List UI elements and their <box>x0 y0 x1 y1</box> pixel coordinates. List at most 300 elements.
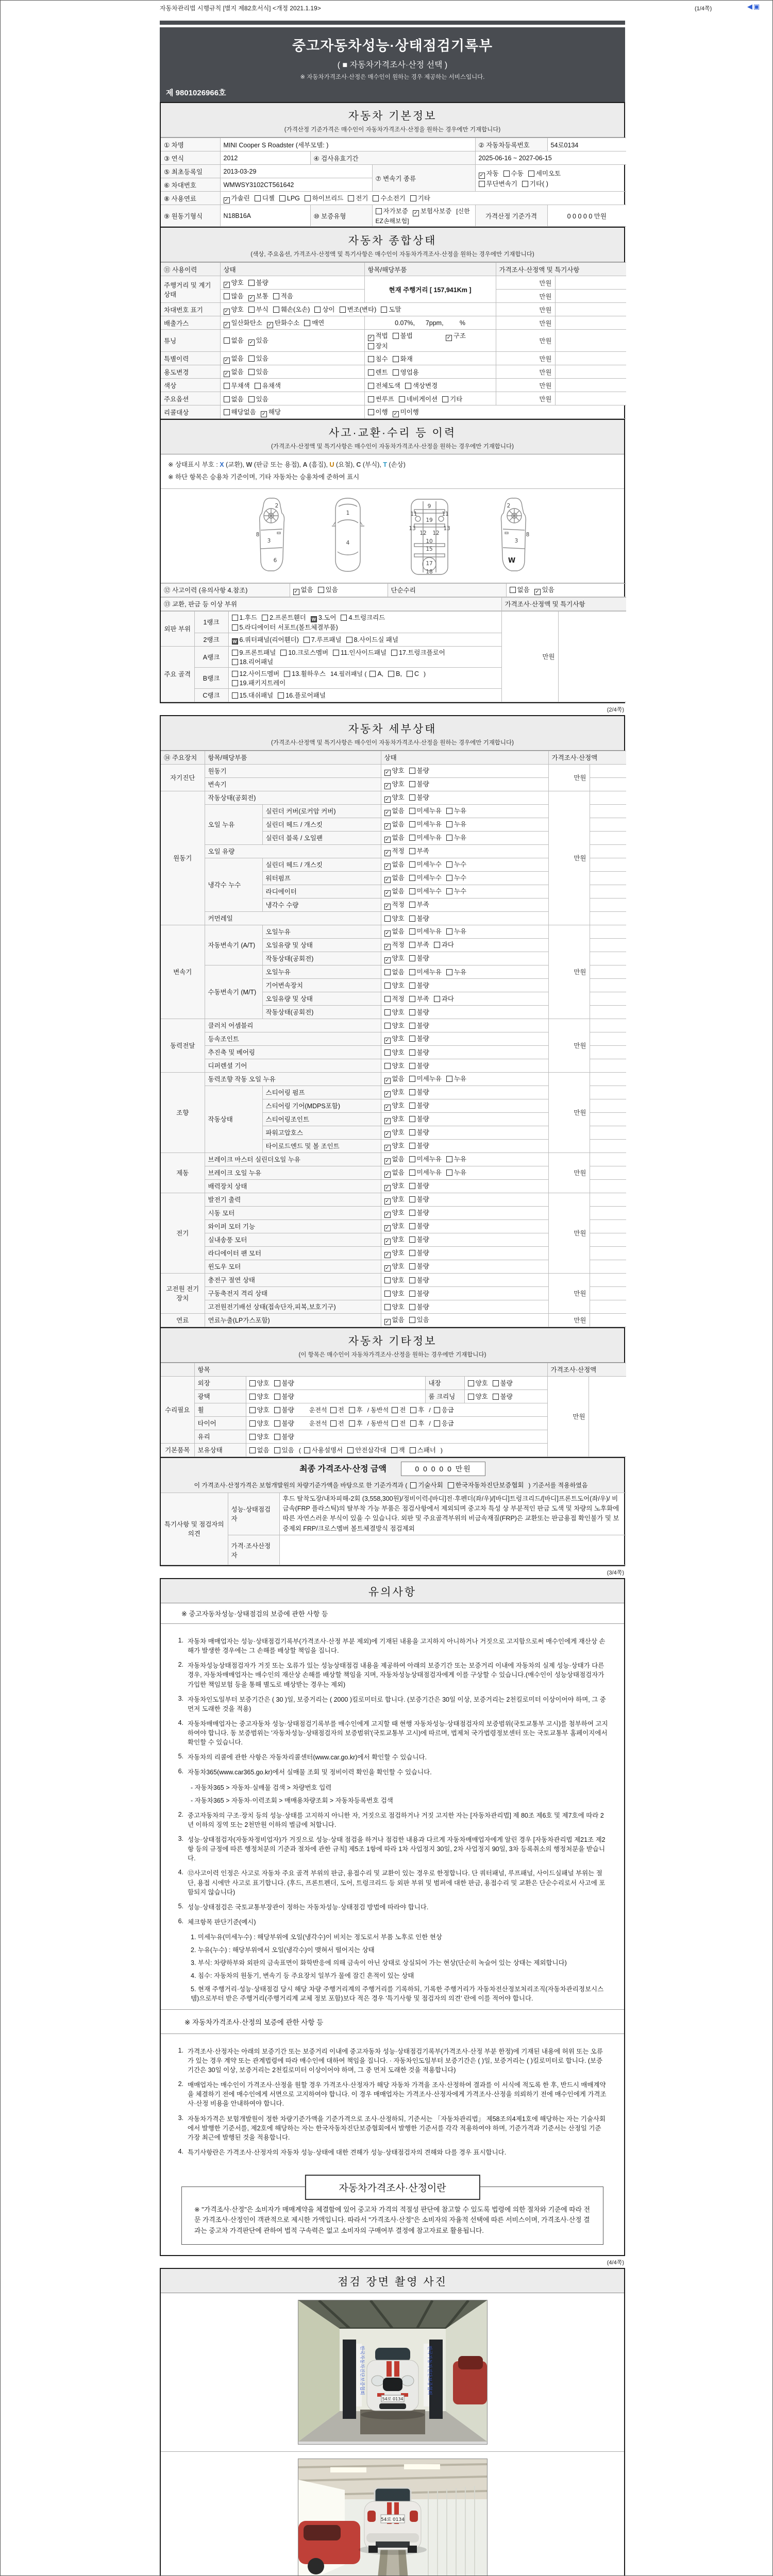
checkbox-option[interactable] <box>493 1392 513 1401</box>
checkbox-option[interactable] <box>409 1275 429 1284</box>
checkbox-option[interactable] <box>368 354 388 363</box>
options-cell[interactable] <box>246 1443 547 1456</box>
checkbox-option[interactable] <box>224 193 250 204</box>
empty-checkbox-icon[interactable] <box>409 1023 415 1029</box>
checkbox-option[interactable] <box>446 1167 466 1177</box>
checked-checkbox-icon[interactable]: ✓ <box>248 340 255 346</box>
empty-checkbox-icon[interactable] <box>468 1394 474 1400</box>
checkbox-option[interactable] <box>255 381 281 390</box>
checkbox-option[interactable] <box>369 670 383 677</box>
checkbox-option[interactable] <box>409 926 442 936</box>
checkbox-option[interactable] <box>224 335 244 345</box>
checkbox-option[interactable] <box>409 886 442 895</box>
options-cell[interactable] <box>228 611 501 633</box>
checkbox-option[interactable] <box>249 1432 270 1441</box>
empty-checkbox-icon[interactable] <box>304 320 310 326</box>
checkbox-option[interactable] <box>224 278 244 288</box>
empty-checkbox-icon[interactable] <box>409 768 415 774</box>
checked-checkbox-icon[interactable]: ✓ <box>384 890 391 896</box>
checkbox-option[interactable] <box>442 394 462 403</box>
empty-checkbox-icon[interactable] <box>409 1156 415 1162</box>
empty-checkbox-icon[interactable] <box>409 835 415 841</box>
options-cell[interactable] <box>506 583 626 597</box>
options-cell[interactable] <box>381 1059 548 1072</box>
checkbox-option[interactable] <box>446 819 466 828</box>
empty-checkbox-icon[interactable] <box>248 280 255 286</box>
options-cell[interactable] <box>381 1246 548 1260</box>
empty-checkbox-icon[interactable] <box>409 902 415 908</box>
empty-checkbox-icon[interactable] <box>392 1407 398 1413</box>
empty-checkbox-icon[interactable] <box>409 1049 415 1056</box>
empty-checkbox-icon[interactable] <box>410 1420 416 1427</box>
checkbox-option[interactable] <box>368 367 388 377</box>
checkbox-option[interactable] <box>232 669 280 678</box>
empty-checkbox-icon[interactable] <box>304 637 310 643</box>
empty-checkbox-icon[interactable] <box>348 195 354 201</box>
options-cell[interactable] <box>220 352 364 365</box>
empty-checkbox-icon[interactable] <box>409 794 415 801</box>
empty-checkbox-icon[interactable] <box>391 650 397 656</box>
checkbox-option[interactable] <box>384 873 405 883</box>
empty-checkbox-icon[interactable] <box>248 355 255 362</box>
checkbox-option[interactable] <box>410 193 430 202</box>
checkbox-option[interactable] <box>393 354 413 363</box>
empty-checkbox-icon[interactable] <box>468 1380 474 1386</box>
empty-checkbox-icon[interactable] <box>232 692 238 699</box>
checkbox-option[interactable] <box>409 1248 429 1257</box>
empty-checkbox-icon[interactable] <box>249 1380 256 1386</box>
checkbox-option[interactable] <box>409 1167 442 1177</box>
options-cell[interactable] <box>220 303 496 316</box>
options-cell[interactable] <box>290 583 388 597</box>
checkbox-option[interactable] <box>349 1405 363 1414</box>
checkbox-option[interactable] <box>248 278 268 287</box>
empty-checkbox-icon[interactable] <box>446 861 452 868</box>
empty-checkbox-icon[interactable] <box>384 916 391 922</box>
empty-checkbox-icon[interactable] <box>409 808 415 814</box>
empty-checkbox-icon[interactable] <box>384 1304 391 1310</box>
checkbox-option[interactable] <box>262 613 306 622</box>
empty-checkbox-icon[interactable] <box>384 996 391 1002</box>
options-cell[interactable] <box>364 379 496 392</box>
checkbox-option[interactable] <box>368 381 400 390</box>
checkbox-option[interactable] <box>409 1208 429 1217</box>
empty-checkbox-icon[interactable] <box>409 982 415 989</box>
checkbox-option[interactable] <box>534 585 554 595</box>
checkbox-option[interactable] <box>384 1154 405 1164</box>
checked-checkbox-icon[interactable]: ✓ <box>384 770 391 776</box>
empty-checkbox-icon[interactable] <box>409 1143 415 1149</box>
checkbox-option[interactable] <box>409 1021 429 1030</box>
empty-checkbox-icon[interactable] <box>284 671 290 677</box>
empty-checkbox-icon[interactable] <box>349 1407 355 1413</box>
checkbox-option[interactable] <box>446 967 466 976</box>
options-cell[interactable] <box>228 667 501 688</box>
empty-checkbox-icon[interactable] <box>392 1420 398 1427</box>
empty-checkbox-icon[interactable] <box>410 195 416 201</box>
checkbox-option[interactable] <box>280 648 328 657</box>
options-cell[interactable] <box>381 952 548 965</box>
checkbox-option[interactable] <box>248 394 268 403</box>
checked-checkbox-icon[interactable]: ✓ <box>384 863 391 870</box>
options-cell[interactable] <box>228 688 501 702</box>
checked-checkbox-icon[interactable]: ✓ <box>384 1105 391 1111</box>
options-cell[interactable] <box>381 1166 548 1179</box>
empty-checkbox-icon[interactable] <box>232 615 238 621</box>
options-cell[interactable] <box>381 1072 548 1086</box>
checkbox-option[interactable] <box>409 1087 429 1096</box>
empty-checkbox-icon[interactable] <box>224 409 230 415</box>
checkbox-option[interactable] <box>248 291 268 301</box>
checked-checkbox-icon[interactable]: ✓ <box>293 589 299 595</box>
options-cell[interactable] <box>381 925 548 938</box>
options-cell[interactable] <box>381 1233 548 1246</box>
checkbox-option[interactable] <box>409 1234 429 1244</box>
checkbox-option[interactable] <box>434 1405 454 1414</box>
checked-checkbox-icon[interactable]: ✓ <box>446 335 452 341</box>
empty-checkbox-icon[interactable] <box>409 1196 415 1202</box>
checkbox-option[interactable] <box>409 833 442 842</box>
options-cell[interactable] <box>220 365 364 379</box>
empty-checkbox-icon[interactable] <box>305 195 311 201</box>
checkbox-option[interactable] <box>273 304 310 314</box>
empty-checkbox-icon[interactable] <box>409 1089 415 1095</box>
checkbox-option[interactable] <box>448 1480 524 1489</box>
checkbox-option[interactable] <box>249 1445 270 1454</box>
checkbox-option[interactable] <box>410 1405 424 1414</box>
checked-checkbox-icon[interactable]: ✓ <box>368 335 374 341</box>
empty-checkbox-icon[interactable] <box>249 1420 256 1427</box>
checkbox-option[interactable] <box>248 304 268 314</box>
options-cell[interactable] <box>246 1403 547 1416</box>
empty-checkbox-icon[interactable] <box>409 1103 415 1109</box>
empty-checkbox-icon[interactable] <box>409 888 415 894</box>
empty-checkbox-icon[interactable] <box>409 1250 415 1256</box>
empty-checkbox-icon[interactable] <box>384 1063 391 1069</box>
checkbox-option[interactable] <box>409 1302 429 1311</box>
checkbox-option[interactable] <box>384 1167 405 1178</box>
options-cell[interactable] <box>381 1112 548 1126</box>
checkbox-option[interactable] <box>318 585 338 594</box>
empty-checkbox-icon[interactable] <box>388 671 394 677</box>
checkbox-option[interactable] <box>384 846 405 856</box>
checkbox-option[interactable] <box>348 193 368 202</box>
checkbox-option[interactable] <box>393 331 413 340</box>
empty-checkbox-icon[interactable] <box>232 680 238 686</box>
checked-checkbox-icon[interactable]: ✓ <box>384 1118 391 1124</box>
empty-checkbox-icon[interactable] <box>405 383 411 389</box>
checkbox-option[interactable] <box>293 585 313 595</box>
checkbox-option[interactable] <box>409 1061 429 1070</box>
options-cell[interactable] <box>381 1260 548 1273</box>
empty-checkbox-icon[interactable] <box>409 928 415 935</box>
checkbox-option[interactable] <box>368 341 388 350</box>
checkbox-option[interactable] <box>384 980 405 990</box>
empty-checkbox-icon[interactable] <box>442 396 448 402</box>
checkbox-option[interactable] <box>384 1221 405 1231</box>
checkbox-option[interactable] <box>407 670 419 677</box>
empty-checkbox-icon[interactable] <box>409 1183 415 1189</box>
empty-checkbox-icon[interactable] <box>409 781 415 787</box>
checkbox-option[interactable] <box>340 304 377 314</box>
empty-checkbox-icon[interactable] <box>249 1407 256 1413</box>
checked-checkbox-icon[interactable]: ✓ <box>384 1265 391 1272</box>
checkbox-option[interactable] <box>376 206 408 215</box>
empty-checkbox-icon[interactable] <box>409 996 415 1002</box>
empty-checkbox-icon[interactable] <box>224 396 230 402</box>
empty-checkbox-icon[interactable] <box>434 1407 440 1413</box>
checkbox-option[interactable] <box>384 1033 405 1044</box>
empty-checkbox-icon[interactable] <box>368 369 374 376</box>
options-cell[interactable] <box>220 330 364 352</box>
checkbox-option[interactable] <box>248 367 268 376</box>
empty-checkbox-icon[interactable] <box>493 1380 499 1386</box>
empty-checkbox-icon[interactable] <box>248 307 255 313</box>
options-cell[interactable] <box>381 965 548 978</box>
empty-checkbox-icon[interactable] <box>409 1210 415 1216</box>
empty-checkbox-icon[interactable] <box>373 195 379 201</box>
checkbox-option[interactable] <box>384 940 405 950</box>
checkbox-option[interactable] <box>384 1261 405 1272</box>
empty-checkbox-icon[interactable] <box>278 692 284 699</box>
checkbox-option[interactable] <box>384 1087 405 1097</box>
checkbox-option[interactable] <box>479 168 499 179</box>
checkbox-option[interactable] <box>393 367 419 377</box>
empty-checkbox-icon[interactable] <box>409 1263 415 1269</box>
checkbox-option[interactable] <box>384 859 405 870</box>
checkbox-option[interactable] <box>409 1047 429 1057</box>
options-cell[interactable] <box>381 1126 548 1139</box>
checked-checkbox-icon[interactable]: ✓ <box>384 1078 391 1084</box>
checkbox-option[interactable] <box>409 900 429 909</box>
checkbox-option[interactable] <box>409 806 442 815</box>
checkbox-option[interactable] <box>384 766 405 776</box>
checked-checkbox-icon[interactable]: ✓ <box>248 295 255 301</box>
empty-checkbox-icon[interactable] <box>410 1447 416 1453</box>
checkbox-option[interactable] <box>384 1021 405 1030</box>
options-cell[interactable] <box>381 911 548 925</box>
checkbox-option[interactable] <box>384 1248 405 1258</box>
checkbox-option[interactable] <box>409 1289 429 1298</box>
empty-checkbox-icon[interactable] <box>255 383 261 389</box>
checked-checkbox-icon[interactable]: ✓ <box>224 282 230 288</box>
checkbox-option[interactable] <box>409 1074 442 1083</box>
checkbox-option[interactable] <box>224 367 244 377</box>
empty-checkbox-icon[interactable] <box>340 307 346 313</box>
options-cell[interactable] <box>228 633 501 646</box>
options-cell[interactable] <box>364 405 626 419</box>
checkbox-option[interactable] <box>311 613 337 622</box>
checkbox-option[interactable] <box>391 1445 405 1454</box>
checkbox-option[interactable] <box>446 1074 466 1083</box>
checkbox-option[interactable] <box>304 318 324 327</box>
checkbox-option[interactable] <box>393 407 419 417</box>
checkbox-option[interactable] <box>413 206 451 216</box>
checkbox-option[interactable] <box>232 690 274 700</box>
checkbox-option[interactable] <box>493 1378 513 1387</box>
empty-checkbox-icon[interactable] <box>434 996 440 1002</box>
checkbox-option[interactable] <box>224 394 244 403</box>
empty-checkbox-icon[interactable] <box>232 650 238 656</box>
options-cell[interactable] <box>381 992 548 1005</box>
empty-checkbox-icon[interactable] <box>393 333 399 339</box>
empty-checkbox-icon[interactable] <box>410 1407 416 1413</box>
options-cell[interactable] <box>220 405 364 419</box>
mark-checkbox-icon[interactable]: W <box>232 638 237 644</box>
checkbox-option[interactable] <box>381 304 401 314</box>
empty-checkbox-icon[interactable] <box>446 888 452 894</box>
checkbox-option[interactable] <box>409 779 429 788</box>
checkbox-option[interactable] <box>384 1181 405 1191</box>
checked-checkbox-icon[interactable]: ✓ <box>384 930 391 937</box>
checked-checkbox-icon[interactable]: ✓ <box>413 210 419 216</box>
checkbox-option[interactable] <box>232 657 274 666</box>
checkbox-option[interactable] <box>409 1033 429 1043</box>
empty-checkbox-icon[interactable] <box>232 671 238 677</box>
checkbox-option[interactable] <box>384 926 405 937</box>
options-cell[interactable] <box>220 290 364 303</box>
options-cell[interactable] <box>381 844 548 858</box>
checkbox-option[interactable] <box>273 291 293 300</box>
options-cell[interactable] <box>220 276 364 290</box>
checkbox-option[interactable] <box>368 407 388 416</box>
checkbox-option[interactable] <box>409 1100 429 1110</box>
checkbox-option[interactable] <box>446 859 466 869</box>
empty-checkbox-icon[interactable] <box>446 1170 452 1176</box>
checkbox-option[interactable] <box>446 1154 466 1163</box>
empty-checkbox-icon[interactable] <box>409 1076 415 1082</box>
checkbox-option[interactable] <box>409 1194 429 1204</box>
empty-checkbox-icon[interactable] <box>255 195 261 201</box>
checkbox-option[interactable] <box>232 613 258 622</box>
empty-checkbox-icon[interactable] <box>274 1420 280 1427</box>
checked-checkbox-icon[interactable]: ✓ <box>384 877 391 883</box>
empty-checkbox-icon[interactable] <box>409 861 415 868</box>
checkbox-option[interactable] <box>384 1047 405 1057</box>
empty-checkbox-icon[interactable] <box>273 293 279 299</box>
empty-checkbox-icon[interactable] <box>274 1380 280 1386</box>
checkbox-option[interactable] <box>409 1221 429 1230</box>
empty-checkbox-icon[interactable] <box>248 396 255 402</box>
checked-checkbox-icon[interactable]: ✓ <box>384 1038 391 1044</box>
empty-checkbox-icon[interactable] <box>446 969 452 975</box>
checkbox-option[interactable] <box>274 1392 294 1401</box>
options-cell[interactable] <box>228 646 501 667</box>
checked-checkbox-icon[interactable]: ✓ <box>393 411 399 417</box>
empty-checkbox-icon[interactable] <box>409 1036 415 1042</box>
empty-checkbox-icon[interactable] <box>274 1407 280 1413</box>
empty-checkbox-icon[interactable] <box>280 650 287 656</box>
empty-checkbox-icon[interactable] <box>224 293 230 299</box>
checked-checkbox-icon[interactable]: ✓ <box>384 1185 391 1191</box>
options-cell[interactable] <box>381 1313 548 1327</box>
checked-checkbox-icon[interactable]: ✓ <box>384 837 391 843</box>
checkbox-option[interactable] <box>468 1378 488 1387</box>
checkbox-option[interactable] <box>446 873 466 882</box>
checkbox-option[interactable] <box>314 304 334 314</box>
empty-checkbox-icon[interactable] <box>493 1394 499 1400</box>
checkbox-option[interactable] <box>384 886 405 896</box>
empty-checkbox-icon[interactable] <box>318 587 324 593</box>
empty-checkbox-icon[interactable] <box>410 1482 416 1488</box>
checkbox-option[interactable] <box>409 1181 429 1190</box>
print-icon[interactable]: ◀▣ <box>747 3 761 10</box>
checkbox-option[interactable] <box>522 179 548 188</box>
empty-checkbox-icon[interactable] <box>274 1394 280 1400</box>
checkbox-option[interactable] <box>409 1127 429 1137</box>
options-cell[interactable] <box>381 898 548 911</box>
checked-checkbox-icon[interactable]: ✓ <box>384 1145 391 1151</box>
checkbox-option[interactable] <box>333 648 386 657</box>
empty-checkbox-icon[interactable] <box>273 307 279 313</box>
checked-checkbox-icon[interactable]: ✓ <box>384 1091 391 1097</box>
checkbox-option[interactable] <box>349 1418 363 1428</box>
empty-checkbox-icon[interactable] <box>368 409 374 415</box>
empty-checkbox-icon[interactable] <box>446 875 452 881</box>
options-cell[interactable] <box>364 330 496 352</box>
checked-checkbox-icon[interactable]: ✓ <box>384 1198 391 1205</box>
options-cell[interactable] <box>381 1153 548 1166</box>
checkbox-option[interactable] <box>384 994 405 1003</box>
checkbox-option[interactable] <box>409 1154 442 1163</box>
checkbox-option[interactable] <box>434 940 454 949</box>
checked-checkbox-icon[interactable]: ✓ <box>224 358 230 364</box>
options-cell[interactable] <box>381 1005 548 1019</box>
checkbox-option[interactable] <box>468 1392 488 1401</box>
checkbox-option[interactable] <box>409 953 429 962</box>
checkbox-option[interactable] <box>384 1141 405 1151</box>
options-cell[interactable] <box>381 885 548 898</box>
empty-checkbox-icon[interactable] <box>368 343 374 349</box>
options-cell[interactable] <box>381 871 548 885</box>
empty-checkbox-icon[interactable] <box>522 181 528 187</box>
options-cell[interactable] <box>381 1099 548 1112</box>
checkbox-option[interactable] <box>274 1405 294 1414</box>
options-cell[interactable] <box>220 316 364 330</box>
checkbox-option[interactable] <box>409 766 429 775</box>
checkbox-option[interactable] <box>274 1445 294 1454</box>
checkbox-option[interactable] <box>384 1127 405 1138</box>
checkbox-option[interactable] <box>384 1114 405 1124</box>
checkbox-option[interactable] <box>384 1302 405 1311</box>
empty-checkbox-icon[interactable] <box>434 942 440 948</box>
checkbox-option[interactable] <box>503 168 524 178</box>
checkbox-option[interactable] <box>409 859 442 869</box>
checkbox-option[interactable] <box>384 900 405 910</box>
checkbox-option[interactable] <box>409 1141 429 1150</box>
empty-checkbox-icon[interactable] <box>446 821 452 827</box>
empty-checkbox-icon[interactable] <box>448 1482 454 1488</box>
options-cell[interactable] <box>381 1206 548 1219</box>
empty-checkbox-icon[interactable] <box>409 1129 415 1136</box>
checkbox-option[interactable] <box>384 1007 405 1016</box>
checkbox-option[interactable] <box>232 678 286 687</box>
checkbox-option[interactable] <box>409 792 429 802</box>
checkbox-option[interactable] <box>410 1418 424 1428</box>
checkbox-option[interactable] <box>446 833 466 842</box>
options-cell[interactable] <box>246 1430 547 1443</box>
empty-checkbox-icon[interactable] <box>409 942 415 948</box>
checkbox-option[interactable] <box>384 967 405 976</box>
checkbox-option[interactable] <box>224 381 250 390</box>
checkbox-option[interactable] <box>384 913 405 923</box>
checkbox-option[interactable] <box>384 819 405 829</box>
checkbox-option[interactable] <box>384 792 405 803</box>
checkbox-option[interactable] <box>384 806 405 816</box>
empty-checkbox-icon[interactable] <box>446 928 452 935</box>
checkbox-option[interactable] <box>341 613 385 622</box>
checkbox-option[interactable] <box>384 1208 405 1218</box>
